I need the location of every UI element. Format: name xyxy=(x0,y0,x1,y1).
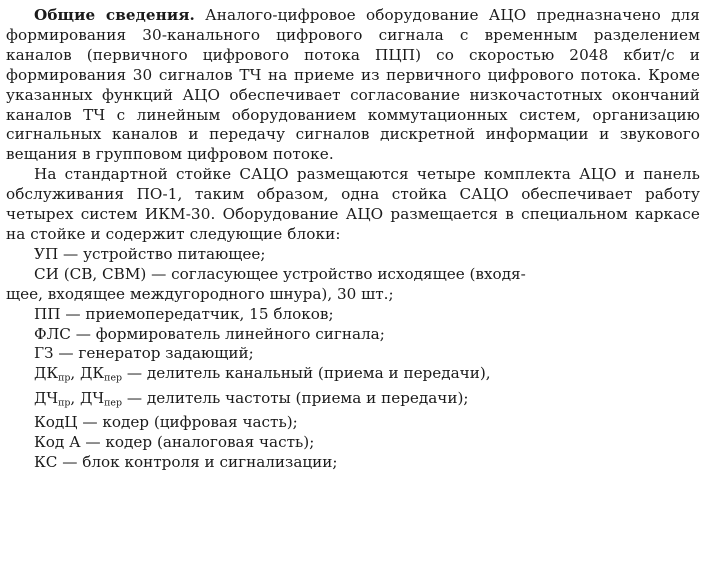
list-item-ks xyxy=(6,453,700,473)
list-item-dch xyxy=(6,389,700,413)
dch-label-a: ДЧ xyxy=(34,388,59,407)
dk-description: — делитель канальный (приема и передачи), xyxy=(122,364,491,383)
list-item-gz-text: ГЗ — генератор задающий; xyxy=(34,344,254,363)
list-item-kodc-text: КодЦ — кодер (цифровая часть); xyxy=(34,412,298,431)
list-item-si-line2: щее, входящее междугородного шнура), 30 шт.; xyxy=(6,284,394,303)
dch-description: — делитель частоты (приема и передачи); xyxy=(122,388,469,407)
list-item-pp xyxy=(6,305,700,325)
paragraph-general-info xyxy=(6,6,700,165)
paragraph-rack-layout: На стандартной стойке САЦО размещаются четыре комплекта АЦО и панель обслуживания ПО-1, таким образом, одна стойка САЦО обеспечивает работу четырех систем ИКМ-30. Оборудование АЦО размещается в специальном каркасе на стойке и содержит следующие блоки: xyxy=(6,165,700,243)
list-item-si-line1: СИ (СВ, СВМ) — согласующее устройство исходящее (входя- xyxy=(34,264,526,283)
dch-label-a-subscript: пр xyxy=(58,396,71,408)
list-item-up-text: УП — устройство питающее; xyxy=(34,244,266,263)
list-item-fls xyxy=(6,325,700,345)
dch-label-b-subscript: пер xyxy=(104,396,122,408)
list-item-koda xyxy=(6,433,700,453)
paragraph-general-info-text: Аналого-цифровое оборудование АЦО предназначено для формирования 30-канального цифрового сигнала с временным разделением каналов (первичного цифрового потока ПЦП) со скоростью 2048 кбит/с и формирования 30 сигналов ТЧ на приеме из первичного цифрового потока. Кроме указанных функций АЦО обеспечивает согласование низкочастотных окончаний каналов ТЧ с линейным оборудованием коммутационных систем, организацию сигнальных каналов и передачу сигналов дискретной информации и звукового вещания в групповом цифровом потоке. xyxy=(6,6,700,164)
dk-separator: , ДК xyxy=(70,364,105,383)
list-item-ks-text: КС — блок контроля и сигнализации; xyxy=(34,452,338,471)
list-item-koda-text: Код А — кодер (аналоговая часть); xyxy=(34,432,315,451)
list-item-fls-text: ФЛС — формирователь линейного сигнала; xyxy=(34,324,385,343)
list-item-dk xyxy=(6,364,700,388)
dk-label-b-subscript: пер xyxy=(104,372,123,384)
list-item-up xyxy=(6,245,700,265)
list-item-si xyxy=(6,265,700,305)
section-heading: Общие сведения. xyxy=(34,6,195,24)
dk-label-a: ДК xyxy=(34,364,59,383)
list-item-gz xyxy=(6,344,700,364)
list-item-kodc xyxy=(6,413,700,433)
blocks-list xyxy=(6,245,700,473)
dk-label-a-subscript: пр xyxy=(58,372,71,384)
dch-separator: , ДЧ xyxy=(70,388,105,407)
list-item-pp-text: ПП — приемопередатчик, 15 блоков; xyxy=(34,304,334,323)
